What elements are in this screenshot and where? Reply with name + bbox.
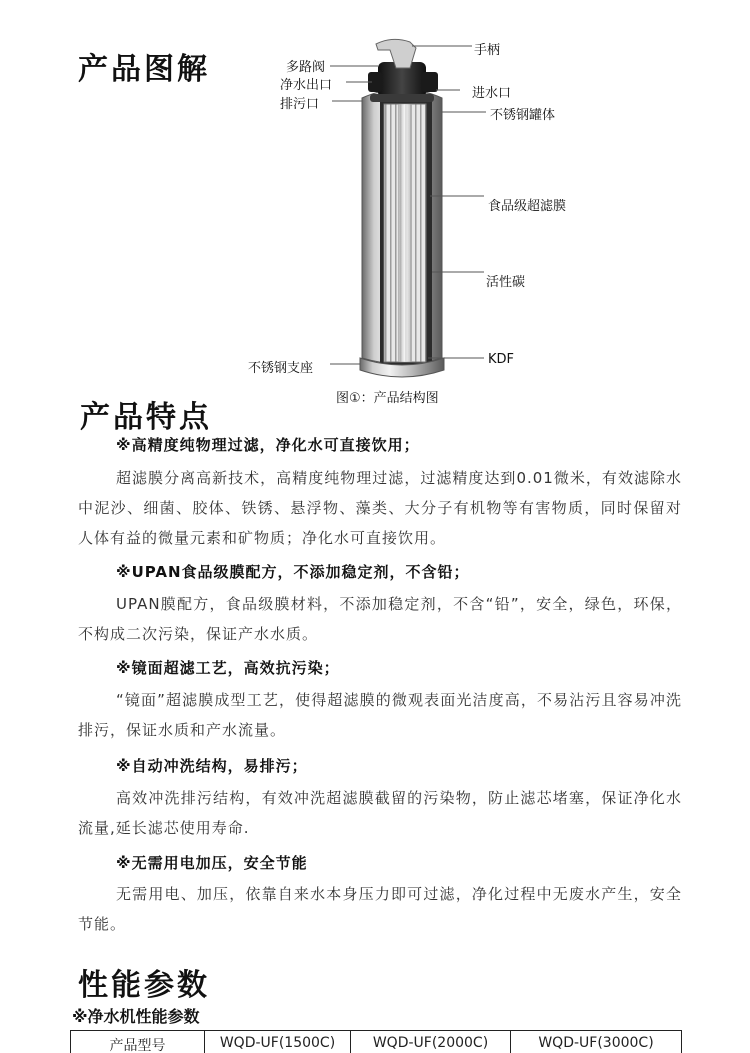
feature-body-2: UPAN膜配方，食品级膜材料，不添加稳定剂，不含“铅”，安全，绿色，环保，不构成二次污染，保证产水水质。 [78, 595, 682, 643]
table-header-row [71, 1031, 682, 1053]
label-stainless-base: 不锈钢支座 [248, 361, 314, 376]
uf-membrane-core [384, 104, 426, 362]
product-structure-diagram [0, 0, 750, 400]
table-header-cell: WQD-UF(1500C) [205, 1031, 351, 1053]
specs-subtitle: ※净水机性能参数 [72, 1007, 200, 1026]
table-header-cell: WQD-UF(3000C) [511, 1031, 682, 1053]
label-kdf: KDF [488, 352, 515, 367]
label-multiway-valve: 多路阀 [286, 60, 326, 75]
diagram-section-title: 产品图解 [78, 52, 210, 87]
specs-section-title: 性能参数 [78, 968, 210, 1003]
label-uf-membrane: 食品级超滤膜 [488, 199, 567, 214]
label-handle: 手柄 [474, 43, 501, 58]
table-header-cell: WQD-UF(2000C) [351, 1031, 511, 1053]
feature-title-3: ※镜面超滤工艺，高效抗污染； [116, 659, 340, 677]
specs-table [70, 1030, 682, 1053]
feature-title-2: ※UPAN食品级膜配方，不添加稳定剂，不含铅； [116, 563, 470, 581]
feature-body-4: 高效冲洗排污结构，有效冲洗超滤膜截留的污染物，防止滤芯堵塞，保证净化水流量,延长滤芯使用寿命. [78, 789, 682, 837]
features-section-title: 产品特点 [80, 400, 212, 435]
label-stainless-tank: 不锈钢罐体 [490, 108, 556, 123]
label-clean-outlet: 净水出口 [280, 78, 333, 93]
feature-title-5: ※无需用电加压，安全节能 [116, 854, 308, 872]
diagram-caption: 图①：产品结构图 [336, 391, 439, 406]
feature-body-3: “镜面”超滤膜成型工艺，使得超滤膜的微观表面光洁度高，不易沾污且容易冲洗排污，保证水质和产水流量。 [78, 691, 682, 739]
feature-title-4: ※自动冲洗结构，易排污； [116, 757, 308, 775]
feature-body-1: 超滤膜分离高新技术，高精度纯物理过滤，过滤精度达到0.01微米，有效滤除水中泥沙、细菌、胶体、铁锈、悬浮物、藻类、大分子有机物等有害物质，同时保留对人体有益的微量元素和矿物质；净化水可直接饮用。 [78, 469, 682, 547]
table-header-cell: 产品型号 [71, 1031, 205, 1053]
label-water-inlet: 进水口 [472, 86, 512, 101]
feature-title-1: ※高精度纯物理过滤，净化水可直接饮用； [116, 436, 420, 454]
label-drain-outlet: 排污口 [280, 97, 320, 112]
label-activated-carbon: 活性碳 [486, 275, 526, 290]
feature-body-5: 无需用电、加压，依靠自来水本身压力即可过滤，净化过程中无废水产生，安全节能。 [78, 885, 682, 933]
